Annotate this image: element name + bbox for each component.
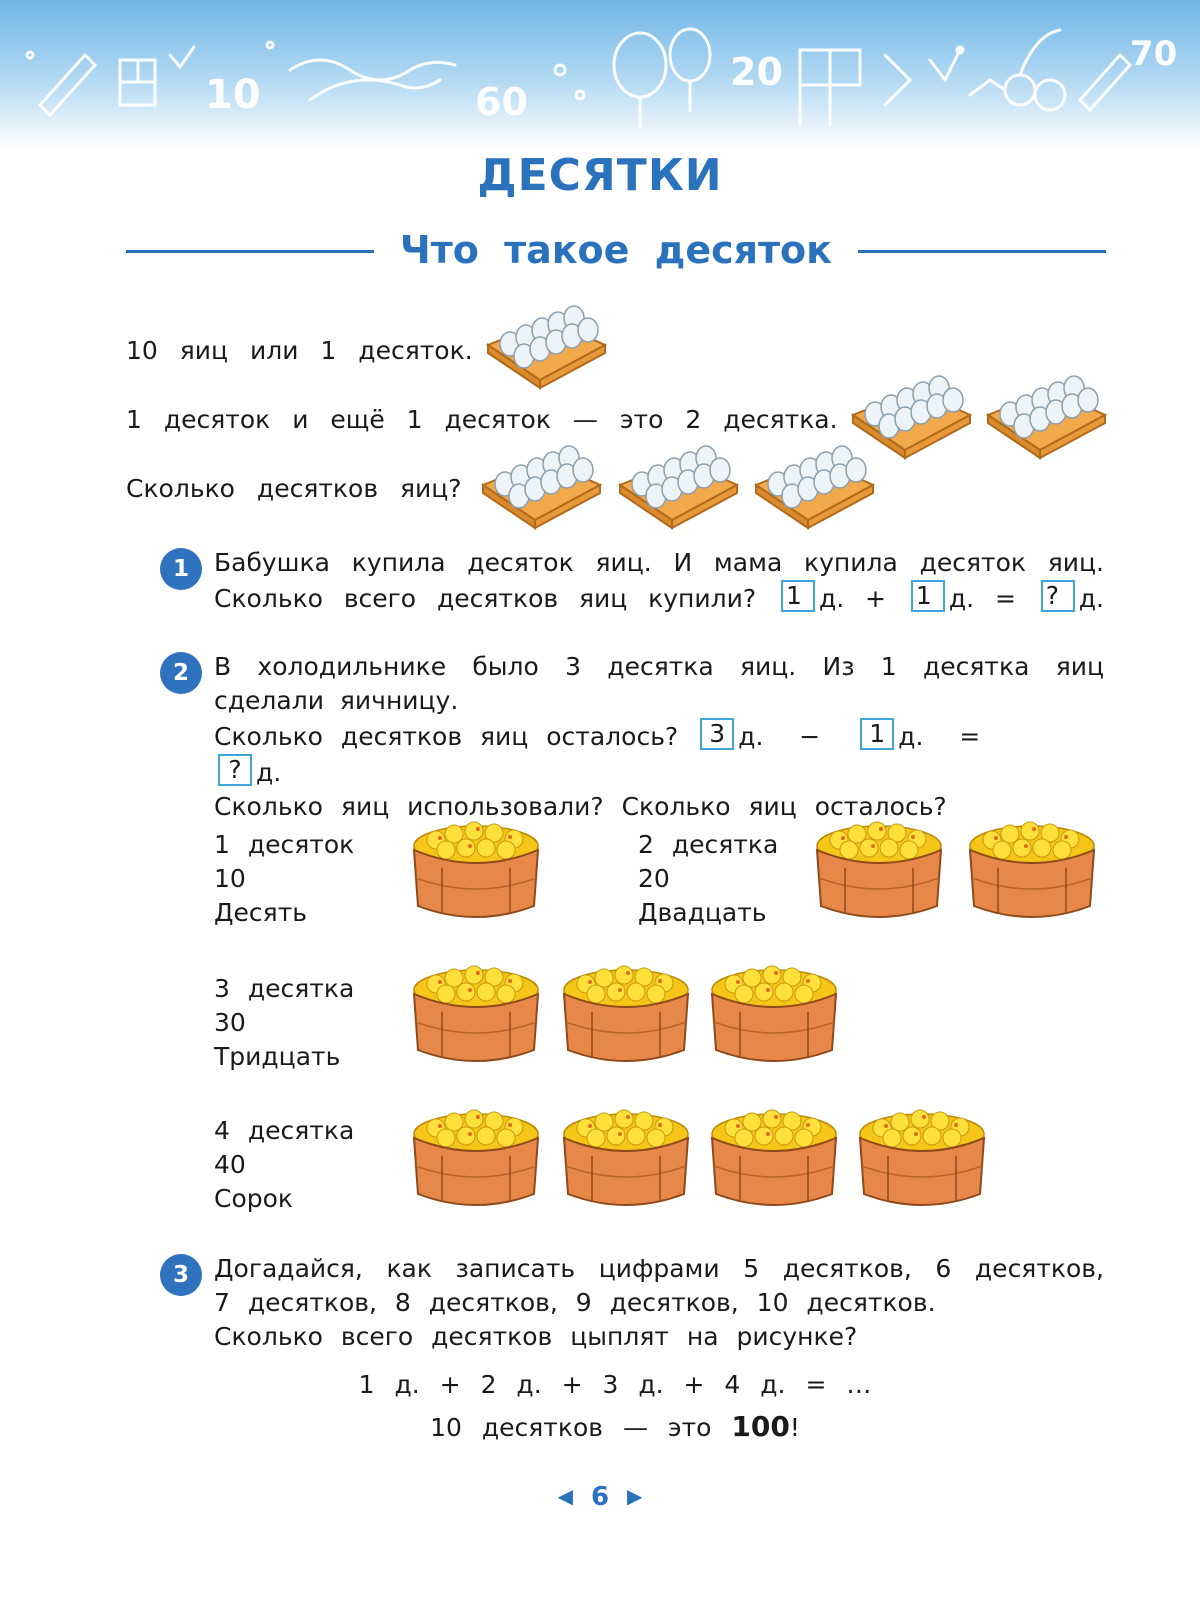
task-2-line-2: сделали яичницу.	[214, 686, 459, 715]
intro-line-3: Сколько десятков яиц?	[126, 474, 462, 503]
answer-box: 1	[781, 580, 815, 612]
operator: −	[799, 722, 821, 751]
task-3-line-3: Сколько всего десятков цыплят на рисунке?	[214, 1322, 858, 1351]
task-number-badge: 3	[160, 1254, 202, 1296]
chick-basket-image	[710, 962, 840, 1072]
svg-text:20: 20	[730, 50, 783, 94]
tens-number: 20	[638, 864, 670, 893]
page-title: ДЕСЯТКИ	[477, 150, 723, 201]
svg-text:70: 70	[1130, 34, 1178, 74]
chick-basket-image	[858, 1106, 988, 1216]
task-1	[214, 545, 1104, 616]
task-2-equation-line	[214, 718, 1034, 790]
subtitle: Что такое десяток	[400, 228, 832, 272]
unit-label: д.	[738, 722, 764, 751]
tens-group-1	[214, 828, 354, 930]
task-2-line-4: Сколько яиц использовали? Сколько яиц осталось?	[214, 792, 947, 821]
task-3-equation: 1 д. + 2 д. + 3 д. + 4 д. = …	[358, 1370, 872, 1399]
svg-text:10: 10	[205, 72, 261, 118]
answer-box: 3	[700, 718, 734, 750]
tens-word: Десять	[214, 898, 307, 927]
tens-label: 4 десятка	[214, 1116, 355, 1145]
operator: =	[959, 722, 981, 751]
header-banner	[0, 0, 1200, 150]
task-2	[214, 650, 1104, 824]
tens-word: Тридцать	[214, 1042, 341, 1071]
egg-carton-image	[480, 300, 610, 390]
chick-basket-image	[710, 1106, 840, 1216]
chick-basket-image	[412, 962, 542, 1072]
page-pager	[0, 1482, 1200, 1512]
chick-basket-image	[412, 1106, 542, 1216]
task-1-equation-line	[214, 580, 1104, 616]
operator: +	[865, 584, 886, 613]
chick-basket-image	[968, 818, 1098, 928]
intro-line-1: 10 яиц или 1 десяток.	[126, 336, 473, 365]
tens-label: 2 десятка	[638, 830, 779, 859]
tens-number: 10	[214, 864, 246, 893]
tens-label: 3 десятка	[214, 974, 355, 1003]
egg-carton-image	[612, 440, 742, 530]
operator: =	[994, 584, 1016, 613]
final-number: 100	[731, 1410, 790, 1443]
chick-basket-image	[412, 818, 542, 928]
unit-label: д.	[898, 722, 924, 751]
chick-basket-image	[562, 962, 692, 1072]
intro-line-2: 1 десяток и ещё 1 десяток — это 2 десятка.	[126, 405, 838, 434]
unit-label: д.	[948, 584, 975, 613]
task-3-line-1: Догадайся, как записать цифрами 5 десятков, 6 десятков,	[214, 1254, 1104, 1283]
task-number-badge: 2	[160, 652, 202, 694]
doodle-decoration	[0, 0, 1200, 150]
svg-text:60: 60	[475, 80, 528, 124]
answer-box: ?	[1041, 580, 1075, 612]
answer-box: 1	[911, 580, 945, 612]
tens-number: 30	[214, 1008, 246, 1037]
subtitle-rule-right	[858, 250, 1106, 253]
unit-label: д.	[256, 758, 282, 787]
task-1-line-1: Бабушка купила десяток яиц. И мама купила десяток яиц.	[214, 548, 1104, 577]
task-2-question: Сколько десятков яиц осталось?	[214, 722, 679, 751]
task-3-final	[15, 1410, 1200, 1443]
chick-basket-image	[815, 818, 945, 928]
task-3	[214, 1252, 1104, 1354]
unit-label: д.	[1078, 584, 1104, 613]
subtitle-row	[126, 228, 1106, 272]
answer-box: ?	[218, 754, 252, 786]
tens-word: Двадцать	[638, 898, 767, 927]
unit-label: д.	[818, 584, 845, 613]
egg-carton-image	[748, 440, 878, 530]
chick-basket-image	[562, 1106, 692, 1216]
task-3-line-2: 7 десятков, 8 десятков, 9 десятков, 10 десятков.	[214, 1288, 936, 1317]
final-text: 10 десятков — это	[430, 1413, 712, 1442]
next-page-icon[interactable]: ▶	[627, 1484, 643, 1508]
final-mark: !	[789, 1413, 800, 1442]
task-2-line-1: В холодильнике было 3 десятка яиц. Из 1 десятка яиц	[214, 652, 1104, 681]
tens-word: Сорок	[214, 1184, 294, 1213]
task-number-badge: 1	[160, 548, 202, 590]
egg-carton-image	[980, 370, 1110, 460]
egg-carton-image	[475, 440, 605, 530]
tens-group-4	[214, 1114, 354, 1216]
tens-number: 40	[214, 1150, 246, 1179]
tens-label: 1 десяток	[214, 830, 355, 859]
tens-group-2	[638, 828, 778, 930]
answer-box: 1	[860, 718, 894, 750]
task-1-question: Сколько всего десятков яиц купили?	[214, 584, 757, 613]
page-number: 6	[590, 1482, 610, 1512]
prev-page-icon[interactable]: ◀	[557, 1484, 573, 1508]
tens-group-3	[214, 972, 354, 1074]
